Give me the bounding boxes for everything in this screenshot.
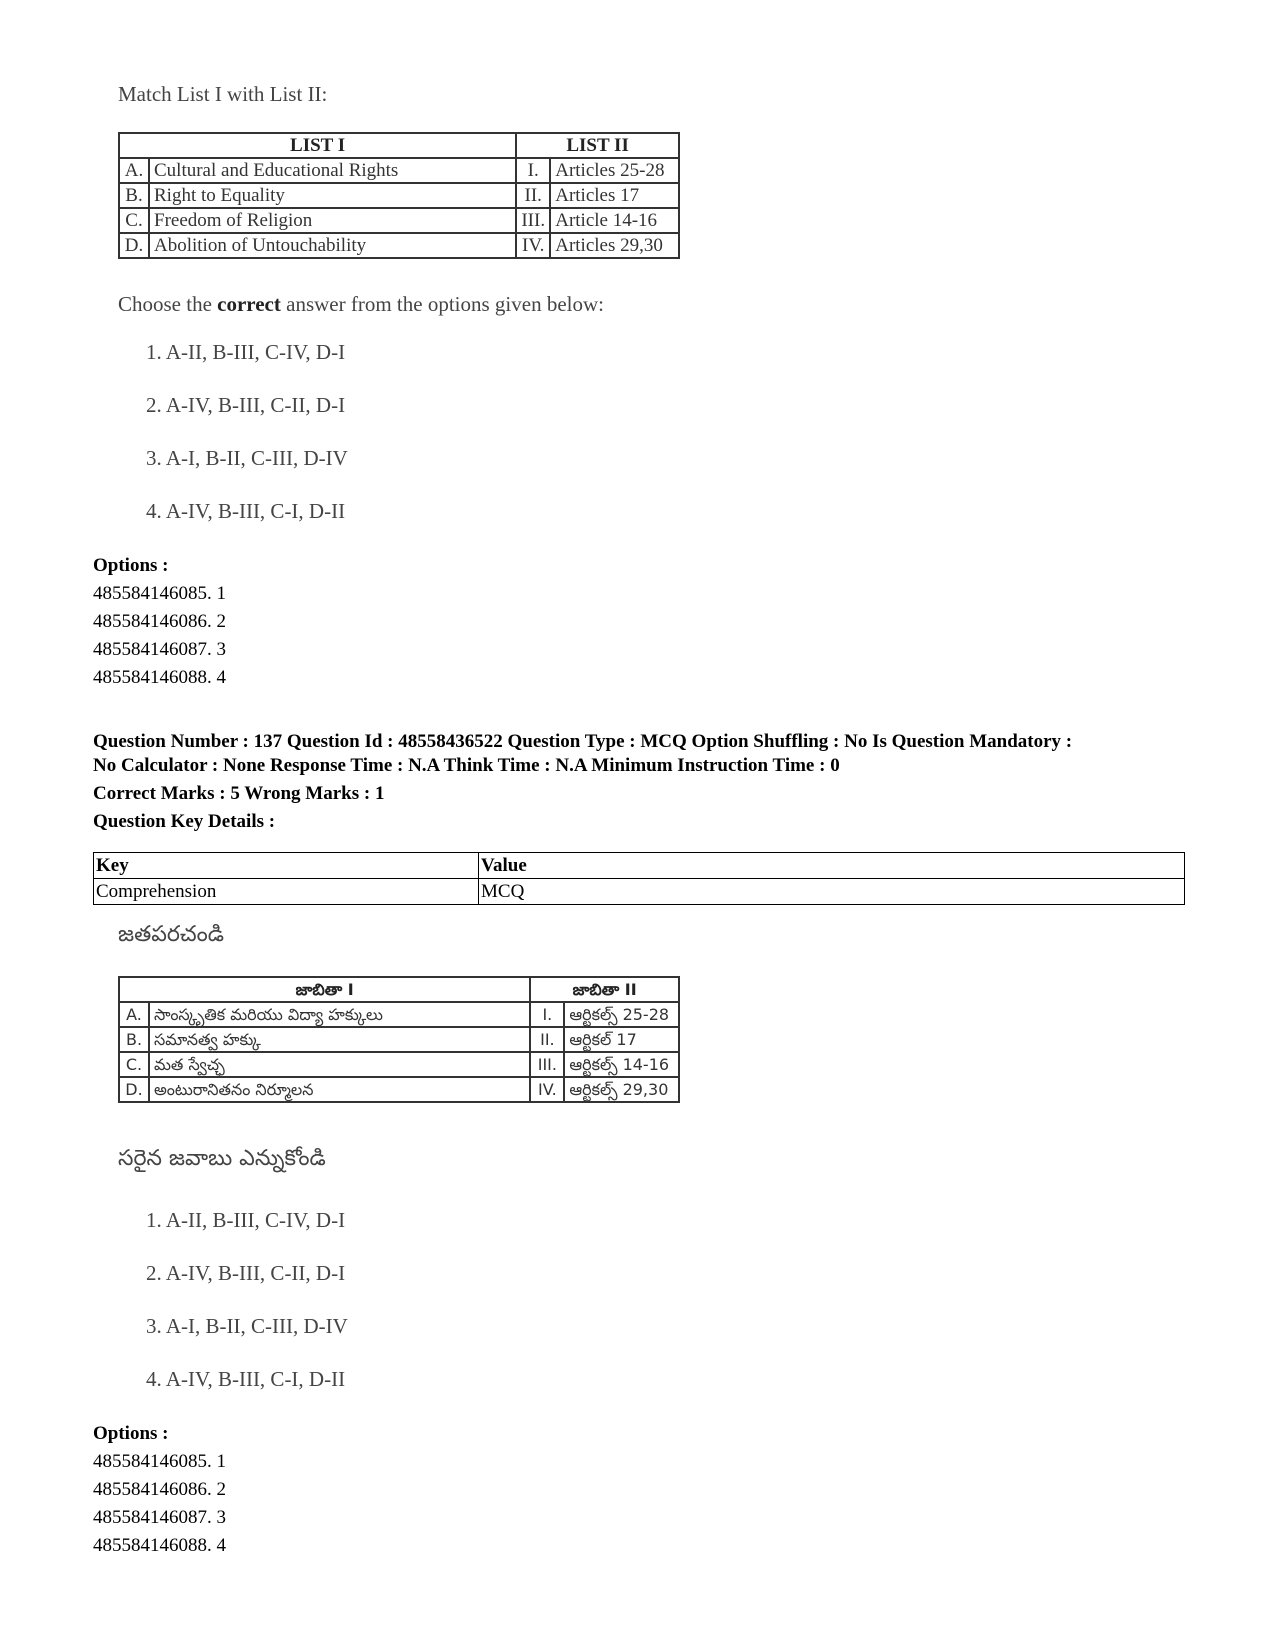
table-row [119, 1027, 679, 1052]
row-match: ఆర్టికల్స్ 25-28 [564, 1002, 679, 1027]
q2-choose-instruction: సరైన జవాబు ఎన్నుకోండి [118, 1146, 326, 1171]
row-roman: II. [516, 183, 550, 208]
q1-answer-list [146, 340, 348, 552]
choose-text-post: answer from the options given below: [280, 292, 604, 316]
option-item: 485584146086. 2 [93, 1479, 226, 1500]
q1-options [93, 552, 226, 692]
cell-value: MCQ [479, 879, 1185, 905]
list-item: 2. A-IV, B-III, C-II, D-I [146, 1261, 346, 1285]
q1-list2-header: LIST II [516, 133, 679, 158]
table-header-row [94, 853, 1185, 879]
q2-match-table [118, 976, 680, 1103]
list-item: 4. A-IV, B-III, C-I, D-II [146, 1367, 346, 1391]
q2-options [93, 1420, 226, 1560]
meta-line-1: Question Number : 137 Question Id : 48558436522 Question Type : MCQ Option Shuffling : No Is Question Mandatory : [93, 731, 1073, 752]
row-item: మత స్వేచ్ఛ [149, 1052, 530, 1077]
choose-text-pre: Choose the [118, 292, 218, 316]
cell-key: Comprehension [94, 879, 479, 905]
row-letter: A. [119, 1002, 149, 1027]
option-item: 485584146085. 1 [93, 1451, 226, 1472]
row-match: ఆర్టికల్స్ 29,30 [564, 1077, 679, 1102]
row-item: సమానత్వ హక్కు [149, 1027, 530, 1052]
row-item: అంటురానితనం నిర్మూలన [149, 1077, 530, 1102]
table-row [94, 879, 1185, 905]
list-item: 3. A-I, B-II, C-III, D-IV [146, 446, 348, 470]
row-item: సాంస్కృతిక మరియు విద్యా హక్కులు [149, 1002, 530, 1027]
row-item: Abolition of Untouchability [149, 233, 516, 258]
row-letter: D. [119, 1077, 149, 1102]
key-details-table [93, 852, 1185, 905]
list-item: 3. A-I, B-II, C-III, D-IV [146, 1314, 348, 1338]
row-item: Cultural and Educational Rights [149, 158, 516, 183]
row-match: Articles 25-28 [550, 158, 679, 183]
q2-match-header-row [119, 977, 679, 1002]
row-item: Right to Equality [149, 183, 516, 208]
list-item: 1. A-II, B-III, C-IV, D-I [146, 340, 346, 364]
q1-intro: Match List I with List II: [118, 82, 328, 106]
q1-match-header-row [119, 133, 679, 158]
row-match: Articles 29,30 [550, 233, 679, 258]
table-row [119, 208, 679, 233]
key-details-label: Question Key Details : [93, 811, 276, 832]
choose-text-bold: correct [217, 292, 281, 316]
meta-line-2: No Calculator : None Response Time : N.A Think Time : N.A Minimum Instruction Time : 0 [93, 755, 840, 776]
row-roman: I. [530, 1002, 564, 1027]
list-item: 1. A-II, B-III, C-IV, D-I [146, 1208, 346, 1232]
row-match: Articles 17 [550, 183, 679, 208]
options-label: Options : [93, 555, 169, 576]
row-roman: III. [516, 208, 550, 233]
table-row [119, 233, 679, 258]
row-roman: I. [516, 158, 550, 183]
option-item: 485584146087. 3 [93, 1507, 226, 1528]
row-match: Article 14-16 [550, 208, 679, 233]
marks-line: Correct Marks : 5 Wrong Marks : 1 [93, 783, 385, 804]
option-item: 485584146088. 4 [93, 1535, 226, 1556]
q1-match-table [118, 132, 680, 259]
option-item: 485584146088. 4 [93, 667, 226, 688]
table-row [119, 158, 679, 183]
row-letter: D. [119, 233, 149, 258]
table-row [119, 1052, 679, 1077]
row-roman: IV. [530, 1077, 564, 1102]
row-letter: C. [119, 1052, 149, 1077]
row-letter: C. [119, 208, 149, 233]
q2-list2-header: జాబితా II [530, 977, 679, 1002]
row-roman: III. [530, 1052, 564, 1077]
header-value: Value [479, 853, 1185, 879]
row-roman: II. [530, 1027, 564, 1052]
q2-list1-header: జాబితా I [119, 977, 530, 1002]
table-row [119, 183, 679, 208]
options-label: Options : [93, 1423, 169, 1444]
option-item: 485584146087. 3 [93, 639, 226, 660]
row-letter: A. [119, 158, 149, 183]
table-row [119, 1077, 679, 1102]
q2-meta [93, 730, 1193, 838]
row-match: ఆర్టికల్ 17 [564, 1027, 679, 1052]
row-item: Freedom of Religion [149, 208, 516, 233]
row-roman: IV. [516, 233, 550, 258]
list-item: 4. A-IV, B-III, C-I, D-II [146, 499, 346, 523]
option-item: 485584146085. 1 [93, 583, 226, 604]
q1-choose-instruction [118, 292, 604, 317]
row-letter: B. [119, 1027, 149, 1052]
q2-answer-list [146, 1208, 348, 1420]
option-item: 485584146086. 2 [93, 611, 226, 632]
q2-intro: జతపరచండి [118, 922, 225, 947]
list-item: 2. A-IV, B-III, C-II, D-I [146, 393, 346, 417]
row-match: ఆర్టికల్స్ 14-16 [564, 1052, 679, 1077]
question-meta-line [93, 730, 1193, 778]
row-letter: B. [119, 183, 149, 208]
q1-list1-header: LIST I [119, 133, 516, 158]
header-key: Key [94, 853, 479, 879]
table-row [119, 1002, 679, 1027]
